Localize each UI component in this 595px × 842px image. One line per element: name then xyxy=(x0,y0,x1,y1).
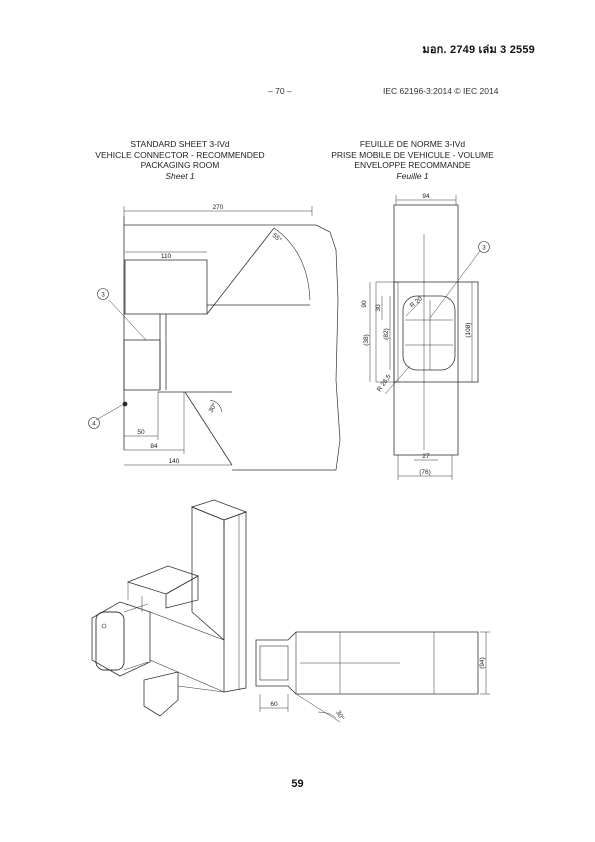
right-title-line1: FEUILLE DE NORME 3-IVd xyxy=(359,139,466,149)
right-title-line3: ENVELOPPE RECOMMANDE xyxy=(354,160,471,170)
right-title-line2: PRISE MOBILE DE VEHICULE - VOLUME xyxy=(331,149,494,160)
left-title-line2: VEHICLE CONNECTOR - RECOMMENDED xyxy=(95,149,265,160)
dim-108: (108) xyxy=(465,322,472,338)
angle-30-bottom: 30° xyxy=(334,709,346,722)
callout-3-right: 3 xyxy=(482,245,486,252)
standard-reference: มอก. 2749 เล่ม 3 2559 xyxy=(422,44,535,56)
dim-110: 110 xyxy=(160,253,172,260)
dim-270: 270 xyxy=(212,204,224,211)
dim-r20: R 20 xyxy=(408,295,424,310)
dim-90: 90 xyxy=(361,300,368,308)
dim-84: 84 xyxy=(150,443,158,450)
dim-82: (82) xyxy=(383,328,390,340)
dim-140: 140 xyxy=(168,458,180,465)
dim-94-bottom: (94) xyxy=(479,657,486,669)
iec-standard-label: IEC 62196-3:2014 © IEC 2014 xyxy=(383,86,499,96)
iec-page-label: – 70 – xyxy=(268,86,292,96)
callout-4-left: 4 xyxy=(92,421,96,428)
dim-94: 94 xyxy=(422,193,430,200)
left-title-line1: STANDARD SHEET 3-IVd xyxy=(130,139,230,149)
isometric-view xyxy=(92,500,246,716)
dim-60: 60 xyxy=(270,701,278,708)
dim-76: (76) xyxy=(419,469,431,476)
left-title-line3: PACKAGING ROOM xyxy=(140,160,220,170)
angle-30: 30° xyxy=(207,401,219,414)
top-view xyxy=(256,632,490,722)
dim-30: 30 xyxy=(375,304,382,312)
dim-38: (38) xyxy=(363,334,370,346)
left-title-sheet: Sheet 1 xyxy=(165,170,195,181)
angle-55: 55° xyxy=(270,232,283,244)
left-side-view xyxy=(89,206,341,470)
callout-3-left: 3 xyxy=(101,292,105,299)
dim-r26-5: R 26,5 xyxy=(375,373,393,394)
dim-50: 50 xyxy=(137,429,145,436)
right-title-sheet: Feuille 1 xyxy=(396,170,429,181)
dim-27: 27 xyxy=(422,453,430,460)
page-number: 59 xyxy=(291,778,304,790)
